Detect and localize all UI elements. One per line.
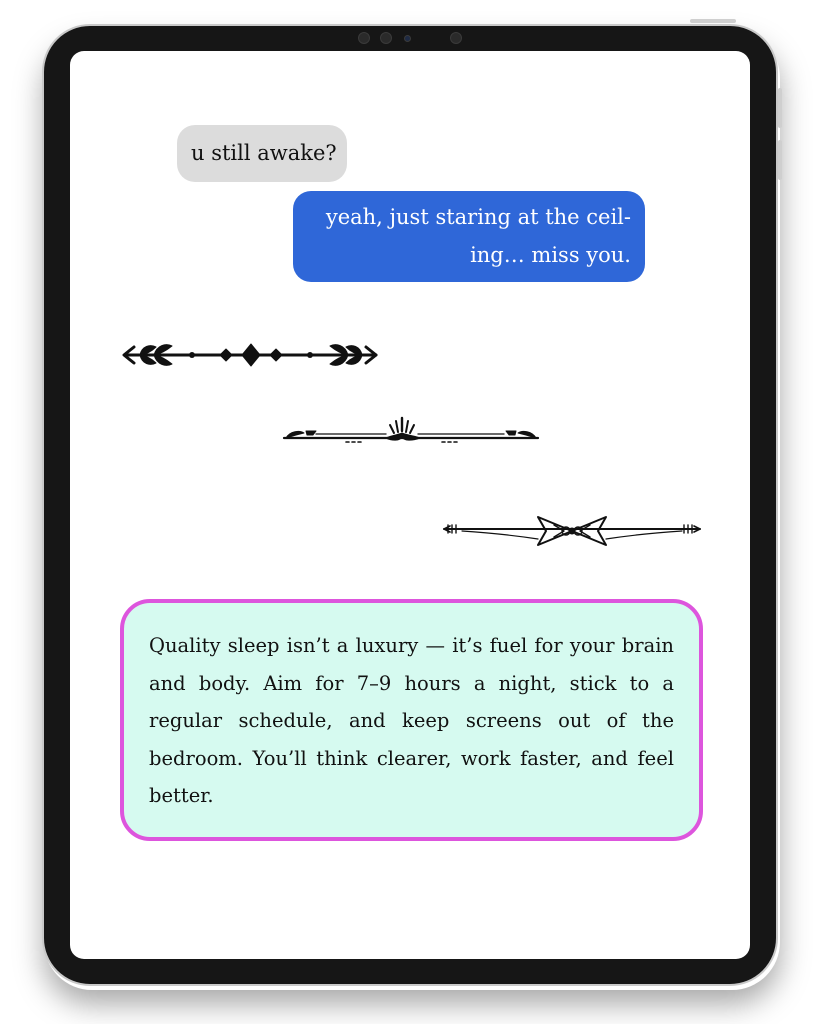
bowtie-ornament-divider	[442, 511, 702, 551]
indicator-icon	[404, 35, 411, 42]
sleep-tip-text: Quality sleep isn’t a luxury — it’s fuel for your brain and body. Aim for 7–9 hours a night, stick to a regular schedule, and keep screens out of the bedroom. You’ll think clearer, work faster, and feel better.	[149, 634, 674, 807]
outgoing-message-bubble[interactable]	[293, 191, 645, 282]
incoming-message-text: u still awake?	[191, 141, 337, 165]
volume-up-button	[778, 88, 782, 128]
camera-bar	[356, 30, 464, 44]
fan-ornament-divider	[282, 413, 540, 449]
volume-down-button	[778, 140, 782, 180]
sleep-tip-card	[120, 599, 703, 841]
arrow-leaf-divider	[120, 337, 382, 373]
camera-icon	[380, 32, 392, 44]
outgoing-message-text: yeah, just staring at the ceil- ing… miss you.	[325, 205, 631, 267]
incoming-message-bubble[interactable]	[177, 125, 347, 182]
light-sensor-icon	[450, 32, 462, 44]
top-button	[690, 19, 736, 23]
screen	[70, 51, 750, 959]
sensor-icon	[358, 32, 370, 44]
